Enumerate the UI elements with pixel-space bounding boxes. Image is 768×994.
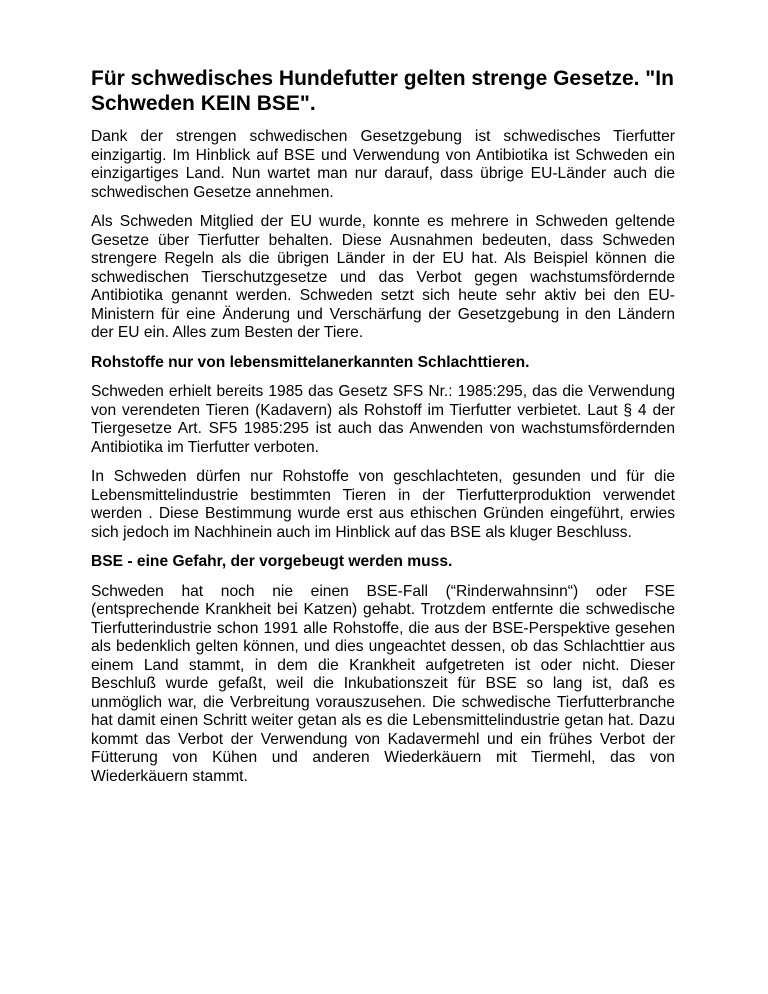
- document-page: [91, 66, 675, 797]
- document-title: Für schwedisches Hundefutter gelten strenge Gesetze. "In Schweden KEIN BSE".: [91, 67, 674, 115]
- paragraph-raw-materials-rule: In Schweden dürfen nur Rohstoffe von geschlachteten, gesunden und für die Lebensmittelindustrie bestimmten Tieren in der Tierfutterproduktion verwendet werden . Diese Bestimmung wurde erst aus ethischen Gründen eingeführt, erwies sich jedoch im Nachhinein auch im Hinblick auf das BSE als kluger Beschluss.: [91, 468, 675, 541]
- paragraph-law-1985: Schweden erhielt bereits 1985 das Gesetz SFS Nr.: 1985:295, das die Verwendung von verendeten Tieren (Kadavern) als Rohstoff im Tierfutter verbietet. Laut § 4 der Tiergesetze Art. SF5 1985:295 ist auch das Anwenden von wachstumsfördernden Antibiotika im Tierfutter verboten.: [91, 383, 675, 456]
- section-heading-bse: BSE - eine Gefahr, der vorgebeugt werden muss.: [91, 553, 453, 570]
- section-heading-raw-materials: Rohstoffe nur von lebensmittelanerkannten Schlachttieren.: [91, 353, 530, 371]
- paragraph-bse-prevention: Schweden hat noch nie einen BSE-Fall (“Rinderwahnsinn“) oder FSE (entsprechende Krankheit bei Katzen) gehabt. Trotzdem entfernte die schwedische Tierfutterindustrie schon 1991 alle Rohstoffe, die aus der BSE-Perspektive gesehen als bedenklich gelten können, und dies ungeachtet dessen, ob das Schlachttier aus einem Land stammt, in dem die Krankheit aufgetreten ist oder nicht. Dieser Beschluß wurde gefaßt, weil die Inkubationszeit für BSE so lang ist, daß es unmöglich war, die Verbreitung vorauszusehen. Die schwedische Tierfutterbranche hat damit einen Schritt weiter getan als es die Lebensmittelindustrie getan hat. Dazu kommt das Verbot der Verwendung von Kadavermehl und ein frühes Verbot der Fütterung von Kühen und anderen Wiederkäuern mit Tiermehl, das von Wiederkäuern stammt.: [91, 582, 675, 785]
- paragraph-intro: Dank der strengen schwedischen Gesetzgebung ist schwedisches Tierfutter einzigartig. Im Hinblick auf BSE und Verwendung von Antibiotika ist Schweden ein einzigartiges Land. Nun wartet man nur darauf, dass übrige EU-Länder auch die schwedischen Gesetze annehmen.: [91, 128, 675, 201]
- paragraph-eu-membership: Als Schweden Mitglied der EU wurde, konnte es mehrere in Schweden geltende Gesetze über Tierfutter behalten. Diese Ausnahmen bedeuten, dass Schweden strengere Regeln als die übrigen Länder in der EU hat. Als Beispiel können die schwedischen Tierschutzgesetze und das Verbot gegen wachstumsfördernde Antibiotika genannt werden. Schweden setzt sich heute sehr aktiv bei den EU-Ministern für eine Änderung und Verschärfung der Gesetzgebung in den Ländern der EU ein. Alles zum Besten der Tiere.: [91, 213, 675, 341]
